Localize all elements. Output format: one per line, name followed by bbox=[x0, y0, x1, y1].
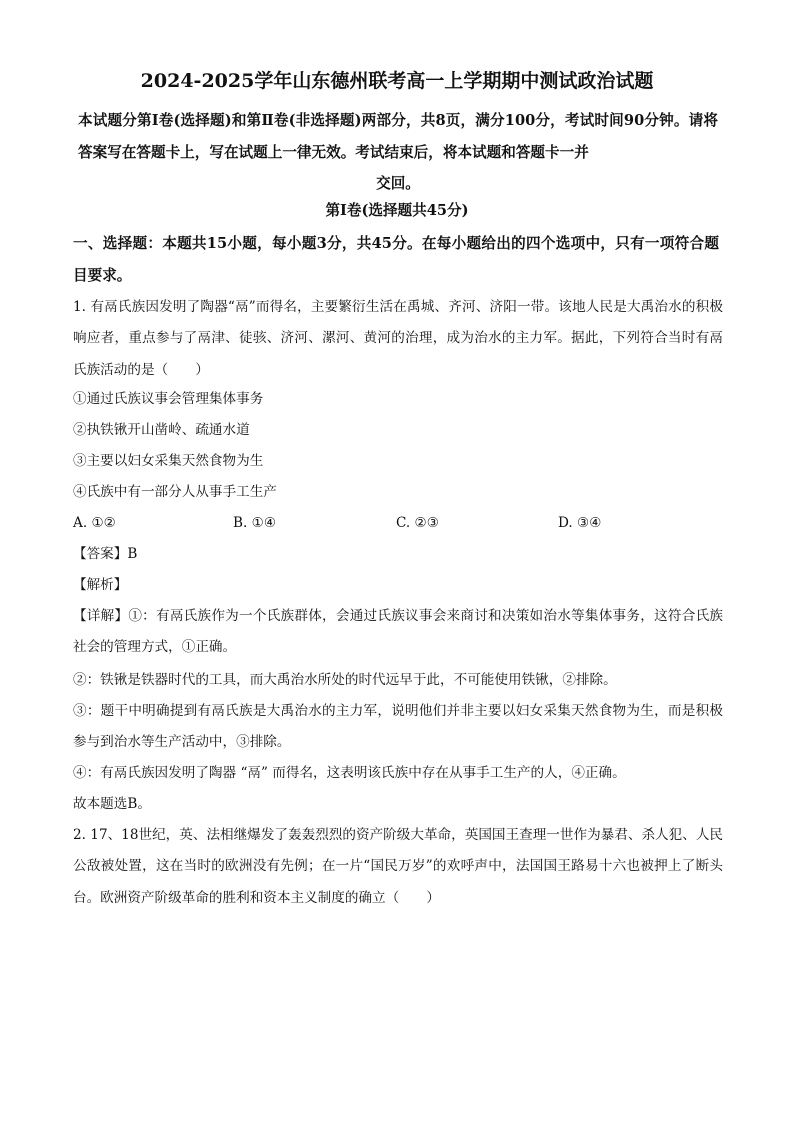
intro-text-end: 交回。 bbox=[376, 175, 420, 192]
question-1-option-d: D. ③④ bbox=[558, 515, 602, 531]
intro-text: 本试题分第Ⅰ卷(选择题)和第Ⅱ卷(非选择题)两部分，共8页，满分100分，考试时间90分钟。请将答案写在答题卡上，写在试题上一律无效。考试结束后，将本试题和答题卡一并 bbox=[78, 112, 718, 161]
section-title: 第Ⅰ卷(选择题共45分) bbox=[325, 202, 469, 219]
question-1-answer: 【答案】B bbox=[73, 546, 138, 562]
question-1-conclusion: 故本题选B。 bbox=[73, 796, 151, 812]
question-1-analysis-label: 【解析】 bbox=[73, 577, 128, 593]
question-1-statement-2: ②执铁锹开山凿岭、疏通水道 bbox=[73, 422, 250, 438]
question-1-statement-4: ④氏族中有一部分人从事手工生产 bbox=[73, 484, 277, 500]
section-instructions: 一、选择题：本题共15小题，每小题3分，共45分。在每小题给出的四个选项中，只有一项符合题目要求。 bbox=[73, 235, 719, 284]
question-1-detail-4: ④：有鬲氏族因发明了陶器 “鬲” 而得名，这表明该氏族中存在从事手工生产的人，④正确。 bbox=[73, 765, 626, 781]
question-1-option-b: B. ①④ bbox=[233, 515, 277, 531]
question-1-detail-1: 【详解】①：有鬲氏族作为一个氏族群体，会通过氏族议事会来商讨和决策如治水等集体事务，这符合氏族社会的管理方式，①正确。 bbox=[73, 608, 723, 656]
question-1-option-c: C. ②③ bbox=[396, 515, 439, 531]
question-1-stem: 1. 有鬲氏族因发明了陶器“鬲”而得名，主要繁衍生活在禹城、齐河、济阳一带。该地人民是大禹治水的积极响应者，重点参与了鬲津、徒骇、济河、漯河、黄河的治理，成为治水的主力军。据此，下列符合当时有鬲氏族活动的是（ ） bbox=[73, 299, 723, 378]
question-2-stem: 2. 17、18世纪，英、法相继爆发了轰轰烈烈的资产阶级大革命，英国国王查理一世作为暴君、杀人犯、人民公敌被处置，这在当时的欧洲没有先例；在一片“国民万岁”的欢呼声中，法国国王路易十六也被押上了断头台。欧洲资产阶级革命的胜利和资本主义制度的确立（ ） bbox=[73, 827, 724, 906]
page-title: 2024-2025学年山东德州联考高一上学期期中测试政治试题 bbox=[140, 70, 654, 92]
question-1-option-a: A. ①② bbox=[73, 515, 116, 531]
question-1-detail-3: ③：题干中明确提到有鬲氏族是大禹治水的主力军，说明他们并非主要以妇女采集天然食物为生，而是积极参与到治水等生产活动中，③排除。 bbox=[73, 703, 723, 751]
question-1-detail-2: ②：铁锹是铁器时代的工具，而大禹治水所处的时代远早于此，不可能使用铁锹，②排除。 bbox=[73, 672, 617, 688]
question-1-statement-1: ①通过氏族议事会管理集体事务 bbox=[73, 391, 264, 407]
exam-intro bbox=[78, 105, 718, 200]
question-1-statement-3: ③主要以妇女采集天然食物为生 bbox=[73, 453, 264, 469]
